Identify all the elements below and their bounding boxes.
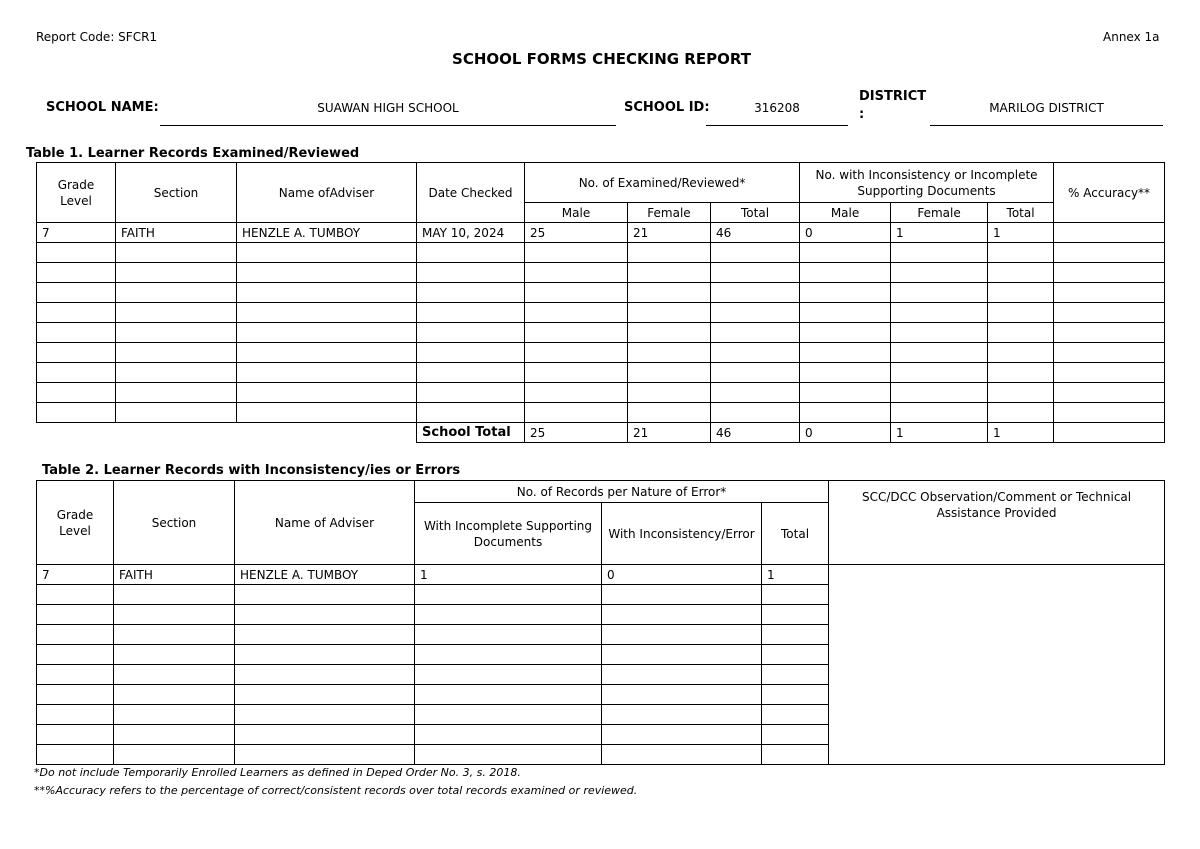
table-row	[37, 565, 1165, 585]
t1-header-section: Section	[116, 163, 237, 223]
t1-cell-inc-total: 1	[988, 223, 1054, 243]
annex-label: Annex 1a	[1103, 30, 1160, 44]
table-row	[37, 343, 1165, 363]
table-row	[37, 283, 1165, 303]
t1-total-ex-female: 21	[628, 423, 711, 443]
t1-header-accuracy: % Accuracy**	[1054, 163, 1165, 223]
t1-header-inconsistency: No. with Inconsistency or Incomplete Supporting Documents	[800, 163, 1054, 203]
table2-caption: Table 2. Learner Records with Inconsistency/ies or Errors	[42, 463, 461, 478]
t1-header-inc-male: Male	[800, 203, 891, 223]
table-row	[37, 323, 1165, 343]
footnote-2: **%Accuracy refers to the percentage of correct/consistent records over total records examined or reviewed.	[34, 784, 638, 797]
district-underline	[930, 125, 1163, 126]
t1-cell-adviser: HENZLE A. TUMBOY	[237, 223, 417, 243]
t2-header-incomplete: With Incomplete Supporting Documents	[415, 503, 602, 565]
t1-cell-grade: 7	[37, 223, 116, 243]
page-title: SCHOOL FORMS CHECKING REPORT	[452, 50, 751, 68]
t1-header-date: Date Checked	[417, 163, 525, 223]
table2	[36, 480, 1165, 765]
school-id-underline	[706, 125, 848, 126]
footnote-1: *Do not include Temporarily Enrolled Learners as defined in Deped Order No. 3, s. 2018.	[34, 766, 521, 779]
table-row	[37, 243, 1165, 263]
t1-total-inc-total: 1	[988, 423, 1054, 443]
t1-cell-ex-male: 25	[525, 223, 628, 243]
t1-header-examined: No. of Examined/Reviewed*	[525, 163, 800, 203]
t2-cell-total: 1	[762, 565, 829, 585]
school-id-label: SCHOOL ID:	[624, 100, 710, 115]
t1-total-ex-male: 25	[525, 423, 628, 443]
t2-header-adviser: Name of Adviser	[235, 481, 415, 565]
t1-total-inc-female: 1	[891, 423, 988, 443]
t1-header-inc-female: Female	[891, 203, 988, 223]
school-id-value: 316208	[754, 101, 800, 115]
t1-school-total-label: School Total	[417, 423, 525, 443]
table-row	[37, 223, 1165, 243]
table-row	[37, 303, 1165, 323]
t2-cell-grade: 7	[37, 565, 114, 585]
district-value: MARILOG DISTRICT	[989, 101, 1104, 115]
t1-cell-date: MAY 10, 2024	[417, 223, 525, 243]
t1-total-inc-male: 0	[800, 423, 891, 443]
table-row	[37, 263, 1165, 283]
t2-header-observation: SCC/DCC Observation/Comment or Technical Assistance Provided	[829, 481, 1165, 565]
t1-header-inc-total: Total	[988, 203, 1054, 223]
school-name-underline	[160, 125, 616, 126]
t1-header-adviser: Name ofAdviser	[237, 163, 417, 223]
t1-total-ex-total: 46	[711, 423, 800, 443]
t2-cell-section: FAITH	[114, 565, 235, 585]
t1-cell-inc-male: 0	[800, 223, 891, 243]
t1-cell-inc-female: 1	[891, 223, 988, 243]
t2-header-inconsistency: With Inconsistency/Error	[602, 503, 762, 565]
t1-cell-section: FAITH	[116, 223, 237, 243]
t2-header-grade: Grade Level	[37, 481, 114, 565]
table1-caption: Table 1. Learner Records Examined/Reviewed	[26, 146, 360, 161]
t2-cell-incomplete: 1	[415, 565, 602, 585]
t2-header-nature: No. of Records per Nature of Error*	[415, 481, 829, 503]
t2-header-section: Section	[114, 481, 235, 565]
t1-header-ex-total: Total	[711, 203, 800, 223]
t1-header-grade: Grade Level	[37, 163, 116, 223]
t1-header-ex-female: Female	[628, 203, 711, 223]
t1-cell-accuracy	[1054, 223, 1165, 243]
t2-observation-box	[829, 565, 1165, 765]
t1-header-ex-male: Male	[525, 203, 628, 223]
table-row	[37, 363, 1165, 383]
t1-cell-ex-total: 46	[711, 223, 800, 243]
t2-header-total: Total	[762, 503, 829, 565]
district-label-colon: :	[859, 107, 865, 122]
table-row	[37, 383, 1165, 403]
report-code: Report Code: SFCR1	[36, 30, 158, 44]
district-label: DISTRICT	[859, 89, 927, 104]
t1-cell-ex-female: 21	[628, 223, 711, 243]
table-row	[37, 403, 1165, 423]
t1-total-row	[37, 423, 1165, 443]
school-name-value: SUAWAN HIGH SCHOOL	[317, 101, 459, 115]
school-name-label: SCHOOL NAME:	[46, 100, 159, 115]
t2-cell-inconsistency: 0	[602, 565, 762, 585]
t2-cell-adviser: HENZLE A. TUMBOY	[235, 565, 415, 585]
table1	[36, 162, 1165, 443]
